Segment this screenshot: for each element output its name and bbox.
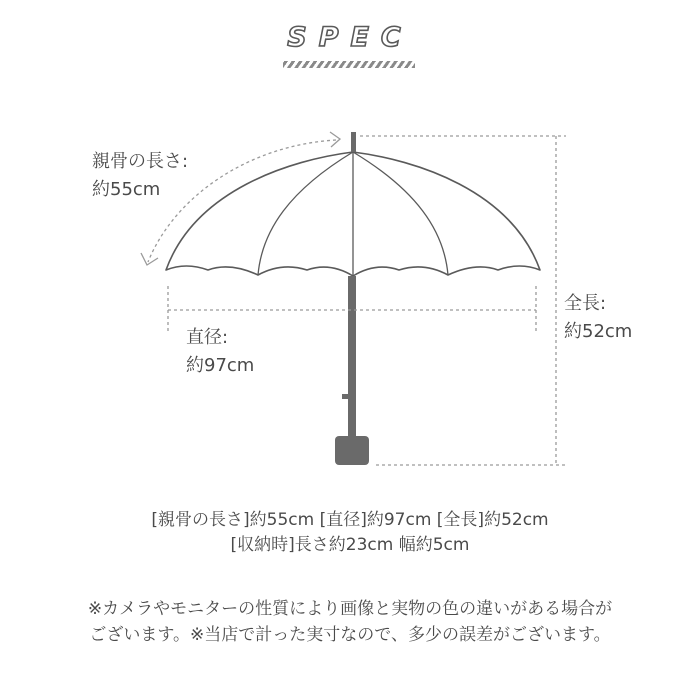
rib-length-label [92, 148, 188, 204]
color-disclaimer-line-2: ございます。※当店で計った実寸なので、多少の誤差がございます。 [89, 625, 611, 645]
umbrella-handle [335, 436, 369, 465]
total-length-name: 全長: [564, 293, 607, 314]
umbrella-tip [351, 132, 356, 152]
diameter-label [186, 324, 254, 380]
rib-length-value: 約55cm [92, 179, 161, 200]
umbrella-shaft [348, 276, 356, 436]
diameter-value: 約97cm [186, 355, 255, 376]
rib-length-name: 親骨の長さ: [92, 151, 189, 172]
spec-title: SPEC [287, 22, 413, 53]
spec-summary-line-1: [親骨の長さ]約55cm [直径]約97cm [全長]約52cm [151, 510, 549, 530]
spec-summary-line-2: [収納時]長さ約23cm 幅約5cm [230, 535, 470, 555]
rib-arrow-head-bottom [141, 253, 158, 265]
color-disclaimer-line-1: ※カメラやモニターの性質により画像と実物の色の違いがある場合が [87, 599, 613, 619]
total-length-value: 約52cm [564, 321, 633, 342]
diameter-name: 直径: [186, 327, 229, 348]
total-length-label [564, 290, 632, 346]
umbrella-button [342, 394, 349, 399]
